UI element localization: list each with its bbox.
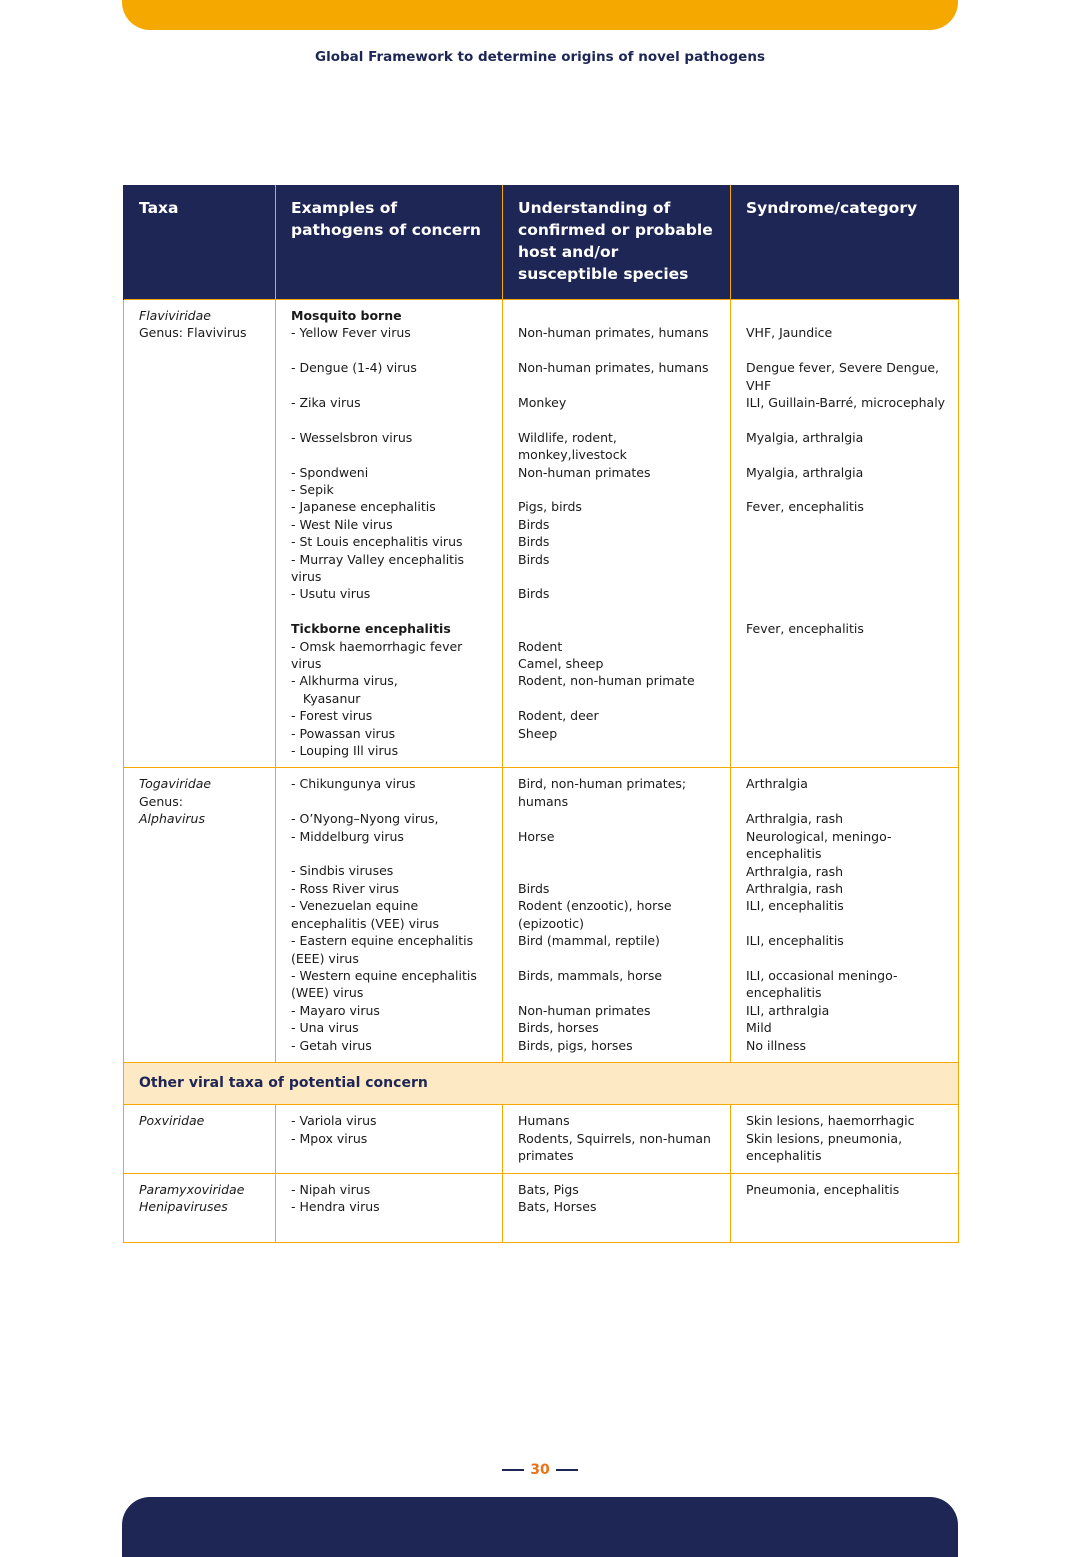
- cell-line: [518, 950, 720, 967]
- cell-line: Fever, encephalitis: [746, 499, 864, 515]
- cell-line: ILI, encephalitis: [746, 898, 844, 914]
- cell-line: Bats, Horses: [518, 1198, 597, 1214]
- taxa-cell: [124, 1173, 276, 1243]
- cell-line: [746, 342, 948, 359]
- syndrome-cell: [731, 1105, 959, 1173]
- cell-line: Genus:: [139, 793, 183, 809]
- cell-line: No illness: [746, 1037, 807, 1053]
- column-header-hosts: Understanding of confirmed or probable host and/or susceptible species: [503, 185, 731, 300]
- cell-line: [291, 446, 492, 463]
- cell-line: - Omsk haemorrhagic fever virus: [291, 638, 467, 672]
- cell-line: Rodent, non-human primate: [518, 673, 695, 689]
- cell-line: - Alkhurma virus,: [291, 673, 398, 689]
- cell-line: - Hendra virus: [291, 1198, 380, 1214]
- cell-line: virus: [291, 569, 322, 585]
- cell-line: [518, 377, 720, 394]
- cell-line: - Dengue (1-4) virus: [291, 360, 417, 376]
- cell-line: ILI, Guillain-Barré, microcephaly: [746, 395, 946, 410]
- cell-line: [746, 568, 948, 585]
- cell-line: - O’Nyong–Nyong virus,: [291, 811, 439, 827]
- cell-line: - Venezuelan equine: [291, 898, 419, 914]
- cell-line: encephalitis: [746, 985, 822, 1001]
- cell-line: - Sepik: [291, 482, 334, 497]
- cell-line: Sheep: [518, 725, 558, 741]
- cell-line: - Eastern equine encephalitis: [291, 933, 474, 949]
- cell-line: [291, 603, 492, 620]
- cell-line: humans: [518, 793, 569, 809]
- cell-line: encephalitis: [746, 1148, 822, 1164]
- cell-line: [518, 603, 720, 620]
- cell-line: [746, 915, 948, 932]
- cell-line: (WEE) virus: [291, 985, 364, 1001]
- page-number-dash-right: [556, 1469, 578, 1471]
- cell-line: - Ross River virus: [291, 880, 400, 896]
- cell-line: - Spondweni: [291, 464, 369, 480]
- cell-line: Flaviviridae: [139, 308, 211, 323]
- cell-line: Henipaviruses: [139, 1198, 228, 1214]
- hosts-cell: [503, 768, 731, 1062]
- cell-line: Monkey: [518, 394, 567, 410]
- cell-line: [291, 411, 492, 428]
- running-title: Global Framework to determine origins of novel pathogens: [315, 49, 765, 65]
- cell-line: Birds: [518, 551, 550, 567]
- cell-line: ILI, occasional meningo-: [746, 967, 898, 983]
- hosts-cell: [503, 300, 731, 768]
- column-header-syndrome: Syndrome/category: [731, 185, 959, 300]
- cell-line: Humans: [518, 1113, 570, 1129]
- cell-line: - Mpox virus: [291, 1130, 368, 1146]
- cell-line: Skin lesions, haemorrhagic: [746, 1113, 915, 1129]
- pathogen-table: [123, 185, 959, 1243]
- table-row: [124, 300, 959, 768]
- cell-line: [518, 845, 720, 862]
- cell-line: - Mayaro virus: [291, 1002, 380, 1018]
- cell-line: - Zika virus: [291, 395, 361, 410]
- cell-line: [746, 793, 948, 810]
- cell-line: Mild: [746, 1020, 772, 1036]
- syndrome-cell: [731, 300, 959, 768]
- cell-line: encephalitis: [746, 846, 822, 862]
- cell-line: [746, 585, 948, 602]
- cell-line: [746, 446, 948, 463]
- cell-line: - Powassan virus: [291, 725, 396, 741]
- cell-line: ILI, arthralgia: [746, 1002, 830, 1018]
- hosts-cell: [503, 1105, 731, 1173]
- cell-line: Pneumonia, encephalitis: [746, 1181, 900, 1197]
- cell-line: VHF, Jaundice: [746, 325, 833, 341]
- cell-line: - Sindbis viruses: [291, 863, 394, 879]
- cell-line: [518, 984, 720, 1001]
- cell-line: Non-human primates: [518, 464, 651, 480]
- top-accent-bar: [122, 0, 958, 30]
- syndrome-cell: [731, 1173, 959, 1243]
- cell-line: Birds, mammals, horse: [518, 967, 663, 983]
- cell-line: - Louping Ill virus: [291, 743, 399, 759]
- cell-line: Alphavirus: [139, 811, 205, 827]
- cell-line: Poxviridae: [139, 1113, 205, 1129]
- cell-line: monkey,livestock: [518, 447, 627, 463]
- cell-line: (epizootic): [518, 915, 584, 931]
- cell-line: [291, 845, 492, 862]
- cell-line: Wildlife, rodent,: [518, 429, 617, 445]
- cell-line: [746, 411, 948, 428]
- bottom-accent-bar: [122, 1497, 958, 1557]
- cell-line: Genus: Flavivirus: [139, 325, 247, 341]
- cell-line: - Yellow Fever virus: [291, 325, 411, 341]
- cell-line: - Wesselsbron virus: [291, 429, 413, 445]
- cell-line: [518, 810, 720, 827]
- cell-line: Arthralgia, rash: [746, 880, 844, 896]
- cell-line: Fever, encephalitis: [746, 621, 864, 637]
- cell-line: Arthralgia, rash: [746, 863, 844, 879]
- cell-line: - West Nile virus: [291, 516, 393, 532]
- cell-line: primates: [518, 1148, 574, 1164]
- cell-line: - Usutu virus: [291, 586, 371, 602]
- cell-line: Mosquito borne: [291, 308, 402, 323]
- cell-line: Togaviridae: [139, 776, 212, 792]
- cell-line: [746, 516, 948, 533]
- cell-line: [746, 533, 948, 550]
- cell-line: [746, 481, 948, 498]
- cell-line: - Western equine encephalitis: [291, 967, 477, 983]
- cell-line: [746, 551, 948, 568]
- cell-line: Rodent: [518, 638, 563, 654]
- cell-line: VHF: [746, 377, 772, 393]
- examples-cell: [276, 768, 503, 1062]
- table-row: [124, 1173, 959, 1243]
- cell-line: Rodents, Squirrels, non-human: [518, 1130, 711, 1146]
- cell-line: Dengue fever, Severe Dengue,: [746, 360, 940, 376]
- column-header-examples: Examples of pathogens of concern: [276, 185, 503, 300]
- cell-line: Camel, sheep: [518, 656, 604, 671]
- cell-line: [291, 377, 492, 394]
- examples-cell: [276, 300, 503, 768]
- cell-line: [518, 568, 720, 585]
- cell-line: - Una virus: [291, 1020, 359, 1036]
- cell-line: Non-human primates, humans: [518, 325, 709, 341]
- cell-line: - Murray Valley encephalitis: [291, 551, 465, 567]
- cell-line: Rodent (enzootic), horse: [518, 898, 672, 914]
- table-row: [124, 768, 959, 1062]
- page-number: [0, 1462, 1080, 1478]
- cell-line: [518, 620, 720, 637]
- cell-line: Tickborne encephalitis: [291, 621, 451, 637]
- hosts-cell: [503, 1173, 731, 1243]
- column-header-taxa: Taxa: [124, 185, 276, 300]
- cell-line: [518, 342, 720, 359]
- cell-line: Arthralgia: [746, 776, 808, 792]
- cell-line: Bird (mammal, reptile): [518, 933, 660, 949]
- cell-line: - St Louis encephalitis virus: [291, 534, 463, 550]
- syndrome-cell: [731, 768, 959, 1062]
- cell-line: Non-human primates, humans: [518, 360, 709, 376]
- cell-line: - Forest virus: [291, 708, 373, 724]
- cell-line: Pigs, birds: [518, 499, 582, 515]
- cell-line: Birds: [518, 586, 550, 602]
- cell-line: - Nipah virus: [291, 1181, 371, 1197]
- section-row: [124, 1062, 959, 1104]
- page-number-value: 30: [530, 1462, 550, 1478]
- cell-line: - Japanese encephalitis: [291, 499, 436, 515]
- cell-line: Kyasanur: [291, 690, 361, 706]
- examples-cell: [276, 1173, 503, 1243]
- cell-line: Birds, horses: [518, 1020, 599, 1036]
- section-label: Other viral taxa of potential concern: [124, 1062, 959, 1104]
- cell-line: encephalitis (VEE) virus: [291, 915, 440, 931]
- cell-line: [746, 603, 948, 620]
- cell-line: Birds: [518, 534, 550, 550]
- table-header-row: [124, 185, 959, 300]
- cell-line: - Variola virus: [291, 1113, 377, 1129]
- cell-line: [746, 307, 948, 324]
- table-row: [124, 1105, 959, 1173]
- cell-line: - Getah virus: [291, 1037, 372, 1053]
- cell-line: Neurological, meningo-: [746, 828, 892, 844]
- cell-line: [291, 342, 492, 359]
- cell-line: Myalgia, arthralgia: [746, 464, 864, 480]
- cell-line: Non-human primates: [518, 1002, 651, 1018]
- cell-line: Paramyxoviridae: [139, 1181, 245, 1197]
- cell-line: Myalgia, arthralgia: [746, 429, 864, 445]
- cell-line: [518, 862, 720, 879]
- cell-line: [518, 307, 720, 324]
- cell-line: [518, 481, 720, 498]
- cell-line: Bats, Pigs: [518, 1181, 579, 1197]
- cell-line: - Middelburg virus: [291, 828, 404, 844]
- taxa-cell: [124, 1105, 276, 1173]
- cell-line: Skin lesions, pneumonia,: [746, 1130, 903, 1146]
- cell-line: Birds, pigs, horses: [518, 1037, 633, 1053]
- examples-cell: [276, 1105, 503, 1173]
- cell-line: [518, 411, 720, 428]
- page-number-dash-left: [502, 1469, 524, 1471]
- cell-line: [291, 793, 492, 810]
- taxa-cell: [124, 300, 276, 768]
- cell-line: [746, 950, 948, 967]
- cell-line: Birds: [518, 516, 550, 532]
- cell-line: ILI, encephalitis: [746, 933, 844, 949]
- cell-line: Rodent, deer: [518, 708, 599, 724]
- cell-line: - Chikungunya virus: [291, 776, 416, 792]
- cell-line: Arthralgia, rash: [746, 811, 844, 827]
- cell-line: Bird, non-human primates;: [518, 776, 687, 792]
- cell-line: (EEE) virus: [291, 950, 359, 966]
- cell-line: Horse: [518, 828, 555, 844]
- cell-line: [518, 690, 720, 707]
- cell-line: Birds: [518, 880, 550, 896]
- taxa-cell: [124, 768, 276, 1062]
